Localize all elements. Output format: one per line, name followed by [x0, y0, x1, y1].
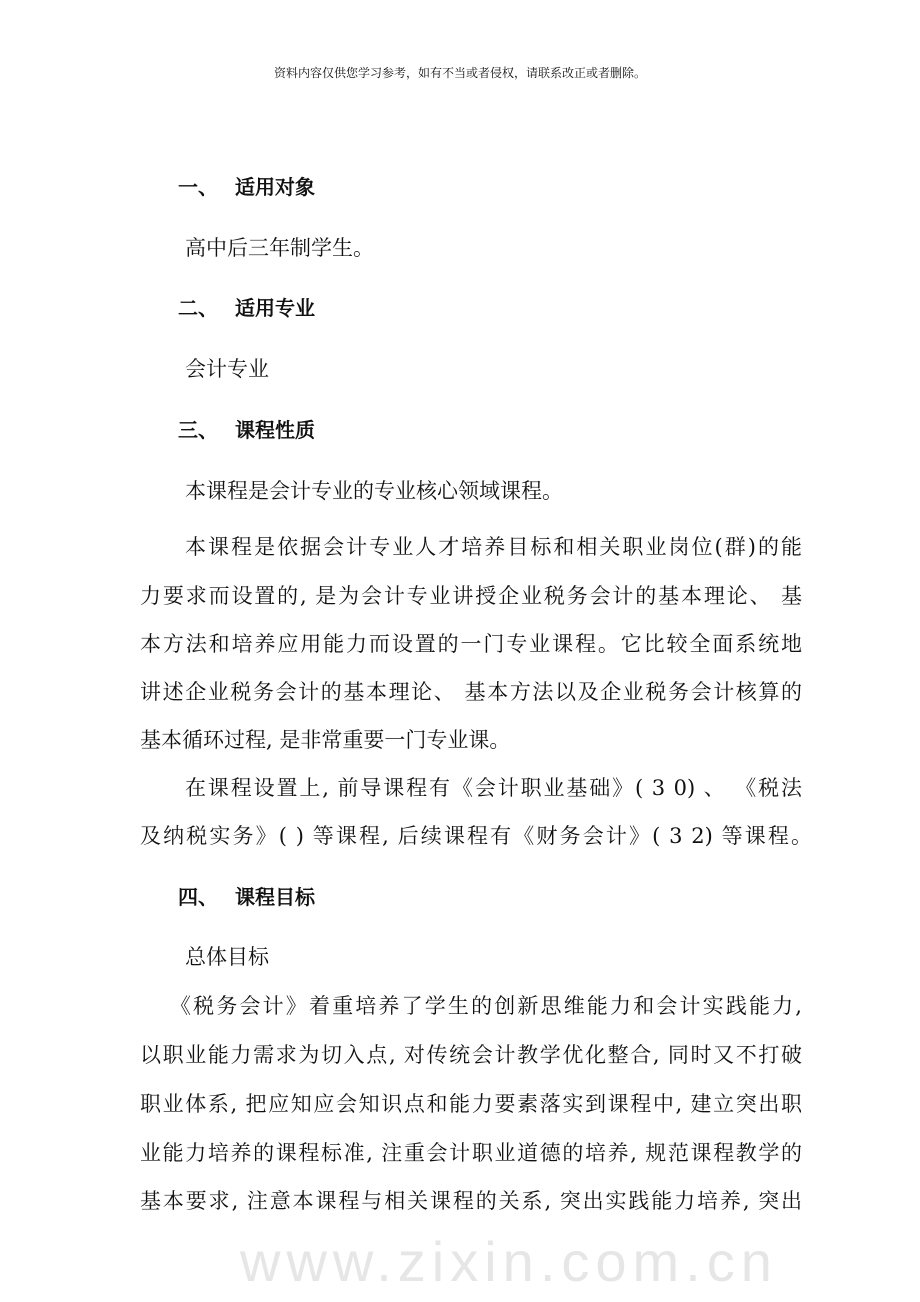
paragraph-line: 业能力培养的课程标准, 注重会计职业道德的培养, 规范课程教学的	[140, 1141, 802, 1165]
section-heading	[178, 174, 315, 200]
section-number: 一、	[178, 175, 218, 199]
section-title: 课程目标	[235, 885, 315, 909]
subsection-title: 总体目标	[185, 945, 269, 969]
paragraph-line: 讲述企业税务会计的基本理论、 基本方法以及企业税务会计核算的	[140, 680, 802, 704]
paragraph-line: 及纳税实务》( ) 等课程, 后续课程有《财务会计》( 3 2) 等课程。	[140, 824, 812, 848]
paragraph-line: 基本循环过程, 是非常重要一门专业课。	[140, 728, 511, 752]
section-heading	[178, 884, 315, 910]
paragraph-line: 基本要求, 注意本课程与相关课程的关系, 突出实践能力培养, 突出	[140, 1189, 802, 1213]
section-title: 课程性质	[235, 418, 315, 442]
paragraph-line: 本方法和培养应用能力而设置的一门专业课程。它比较全面系统地	[140, 632, 802, 656]
paragraph-line: 《税务会计》着重培养了学生的创新思维能力和会计实践能力,	[170, 994, 802, 1018]
section-number: 二、	[178, 296, 218, 320]
section-heading	[178, 295, 315, 321]
paragraph-line: 以职业能力需求为切入点, 对传统会计教学优化整合, 同时又不打破	[140, 1043, 802, 1067]
section-body: 高中后三年制学生。	[185, 236, 374, 260]
paragraph-line: 在课程设置上, 前导课程有《会计职业基础》( 3 0) 、 《税法	[185, 776, 802, 800]
section-title: 适用专业	[235, 296, 315, 320]
page-header-notice: 资料内容仅供您学习参考，如有不当或者侵权，请联系改正或者删除。	[273, 66, 646, 80]
paragraph-line: 职业体系, 把应知应会知识点和能力要素落实到课程中, 建立突出职	[140, 1092, 802, 1116]
paragraph-line: 本课程是依据会计专业人才培养目标和相关职业岗位(群)的能	[185, 535, 802, 559]
paragraph-line: 力要求而设置的, 是为会计专业讲授企业税务会计的基本理论、 基	[140, 584, 802, 608]
section-number: 三、	[178, 418, 218, 442]
section-heading	[178, 417, 315, 443]
section-title: 适用对象	[235, 175, 315, 199]
watermark: www.zixin.com.cn	[240, 1230, 778, 1293]
section-number: 四、	[178, 885, 218, 909]
section-body: 会计专业	[185, 357, 269, 381]
section-body: 本课程是会计专业的专业核心领域课程。	[185, 479, 563, 503]
